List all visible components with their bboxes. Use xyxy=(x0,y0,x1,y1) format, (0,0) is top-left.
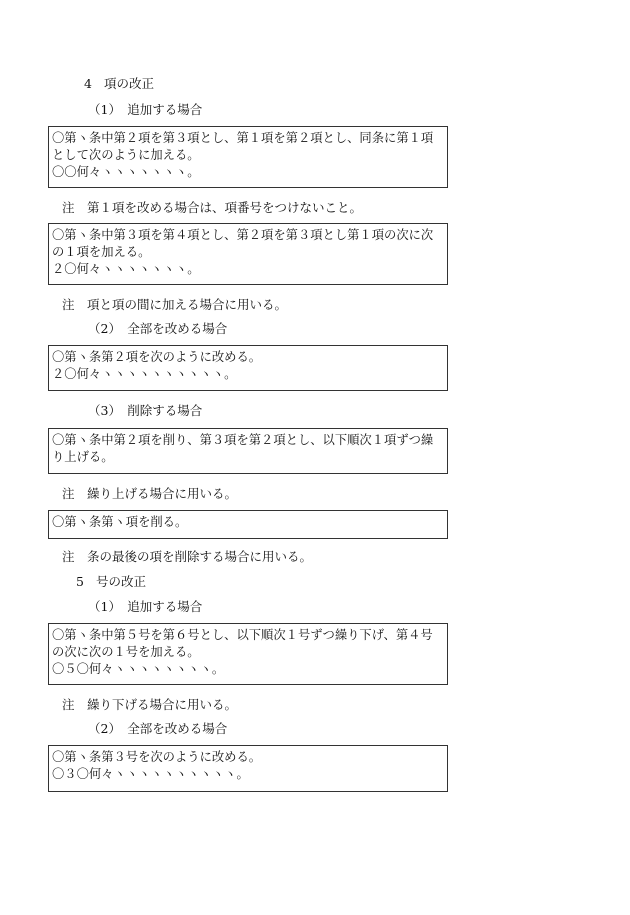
box-line: 〇第ヽ条第ヽ項を削る。 xyxy=(52,515,188,529)
section-5-number: 5 xyxy=(76,574,84,589)
s4-box3 xyxy=(48,345,448,391)
box-line: 〇第ヽ条第２項を次のように改める。 xyxy=(52,350,262,364)
section-5-heading xyxy=(76,574,146,590)
s4-note1: 注 第１項を改める場合は、項番号をつけないこと。 xyxy=(62,200,363,215)
box-line: の次に次の１号を加える。 xyxy=(52,645,200,659)
s4-sub1-heading: （1） 追加する場合 xyxy=(88,102,203,117)
section-4-title: 項の改正 xyxy=(103,76,154,91)
s4-box1 xyxy=(48,126,448,188)
s4-box4 xyxy=(48,428,448,474)
box-line: 〇３〇何々ヽヽヽヽヽヽヽヽヽヽ。 xyxy=(52,767,249,781)
box-line: ２〇何々ヽヽヽヽヽヽヽ。 xyxy=(52,262,200,276)
box-line: 〇第ヽ条中第２項を削り、第３項を第２項とし、以下順次１項ずつ繰 xyxy=(52,433,434,447)
s4-sub3-heading: （3） 削除する場合 xyxy=(88,403,203,418)
s4-box2 xyxy=(48,223,448,285)
section-4-heading xyxy=(84,76,154,92)
box-line: 〇５〇何々ヽヽヽヽヽヽヽヽ。 xyxy=(52,662,225,676)
s5-sub1-heading: （1） 追加する場合 xyxy=(88,599,203,614)
s5-box2 xyxy=(48,745,448,792)
s5-box1 xyxy=(48,623,448,685)
s5-note1: 注 繰り下げる場合に用いる。 xyxy=(62,697,238,712)
box-line: 〇第ヽ条第３号を次のように改める。 xyxy=(52,750,262,764)
section-5-title: 号の改正 xyxy=(95,574,146,589)
box-line: 〇第ヽ条中第２項を第３項とし、第１項を第２項とし、同条に第１項 xyxy=(52,131,434,145)
box-line: 〇第ヽ条中第５号を第６号とし、以下順次１号ずつ繰り下げ、第４号 xyxy=(52,628,433,642)
box-line: として次のように加える。 xyxy=(52,148,200,162)
box-line: の１項を加える。 xyxy=(52,245,151,259)
box-line: 〇第ヽ条中第３項を第４項とし、第２項を第３項とし第１項の次に次 xyxy=(52,228,434,242)
box-line: ２〇何々ヽヽヽヽヽヽヽヽヽヽ。 xyxy=(52,367,237,381)
box-line: り上げる。 xyxy=(52,450,114,464)
s4-sub2-heading: （2） 全部を改める場合 xyxy=(88,321,228,336)
box-line: 〇〇何々ヽヽヽヽヽヽヽ。 xyxy=(52,165,200,179)
s4-note4: 注 条の最後の項を削除する場合に用いる。 xyxy=(62,549,313,564)
s4-note3: 注 繰り上げる場合に用いる。 xyxy=(62,486,238,501)
s5-sub2-heading: （2） 全部を改める場合 xyxy=(88,721,228,736)
s4-note2: 注 項と項の間に加える場合に用いる。 xyxy=(62,297,288,312)
section-4-number: 4 xyxy=(84,76,92,91)
s4-box5 xyxy=(48,510,448,539)
